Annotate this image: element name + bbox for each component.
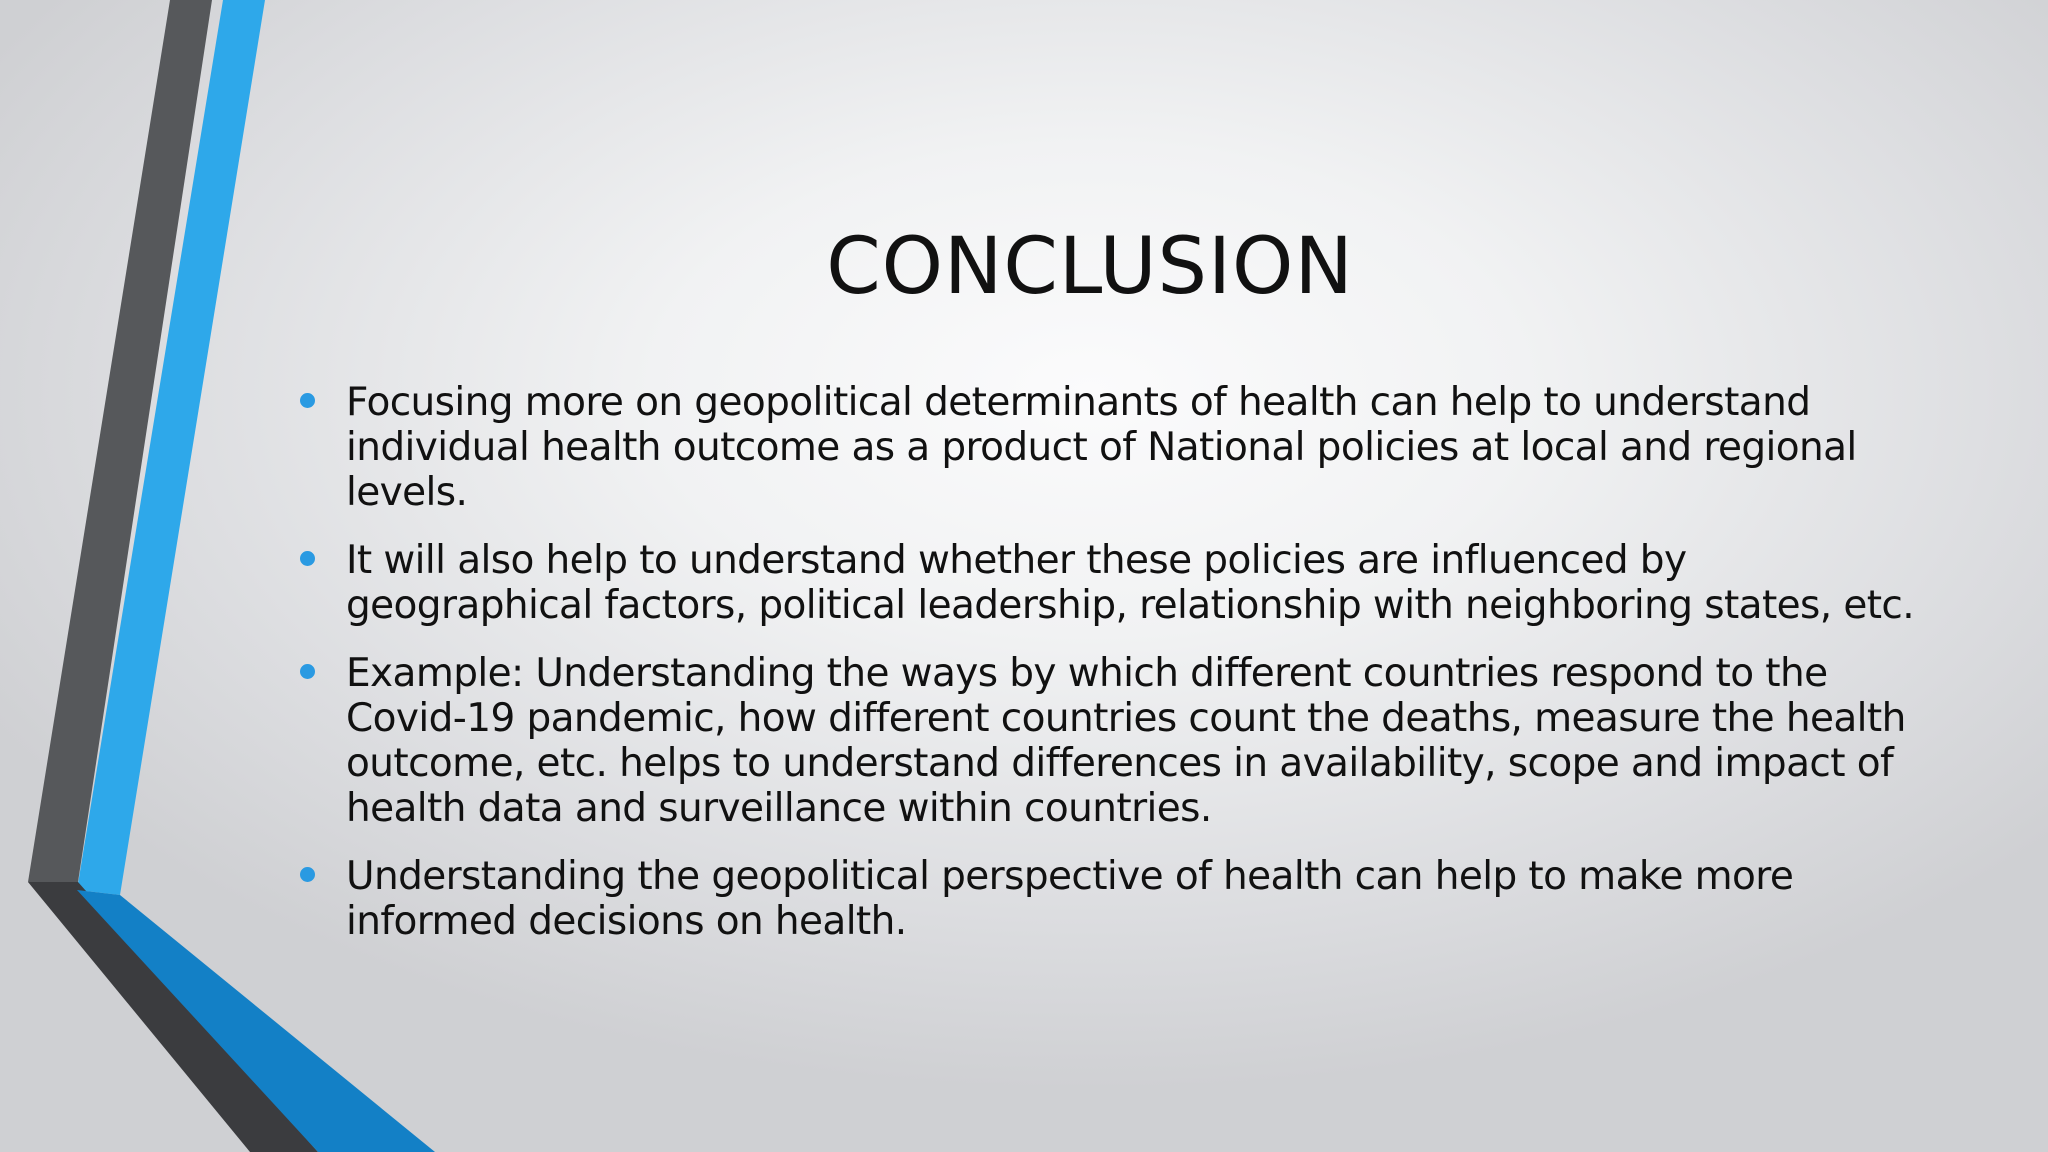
- bullet-text-line: Example: Understanding the ways by which different countries respond to the: [346, 651, 1828, 696]
- bullet-text-line: informed decisions on health.: [346, 899, 907, 944]
- bullet-text-line: It will also help to understand whether these policies are influenced by: [346, 538, 1687, 583]
- bullet-item: [300, 538, 1960, 628]
- bullet-dot-icon: [300, 393, 315, 408]
- bullet-text-line: Focusing more on geopolitical determinants of health can help to understand: [346, 380, 1811, 425]
- bullet-text-line: individual health outcome as a product of National policies at local and regional: [346, 425, 1857, 470]
- slide-title: CONCLUSION: [826, 222, 1354, 312]
- bullet-text-line: levels.: [346, 470, 468, 515]
- bullet-text-line: health data and surveillance within countries.: [346, 786, 1212, 831]
- gray-stripe-lower: [28, 882, 318, 1152]
- bullet-item: [300, 854, 1960, 944]
- bullet-text-line: outcome, etc. helps to understand differences in availability, scope and impact of: [346, 741, 1894, 786]
- bullet-item: [300, 651, 1960, 831]
- bullet-text-line: Covid-19 pandemic, how different countries count the deaths, measure the health: [346, 696, 1906, 741]
- bullet-dot-icon: [300, 551, 315, 566]
- bullet-item: [300, 380, 1960, 515]
- bullet-list: [300, 380, 1960, 967]
- bullet-text-line: geographical factors, political leadership, relationship with neighboring states, etc.: [346, 583, 1915, 628]
- bullet-dot-icon: [300, 867, 315, 882]
- bullet-text-line: Understanding the geopolitical perspective of health can help to make more: [346, 854, 1794, 899]
- bullet-dot-icon: [300, 664, 315, 679]
